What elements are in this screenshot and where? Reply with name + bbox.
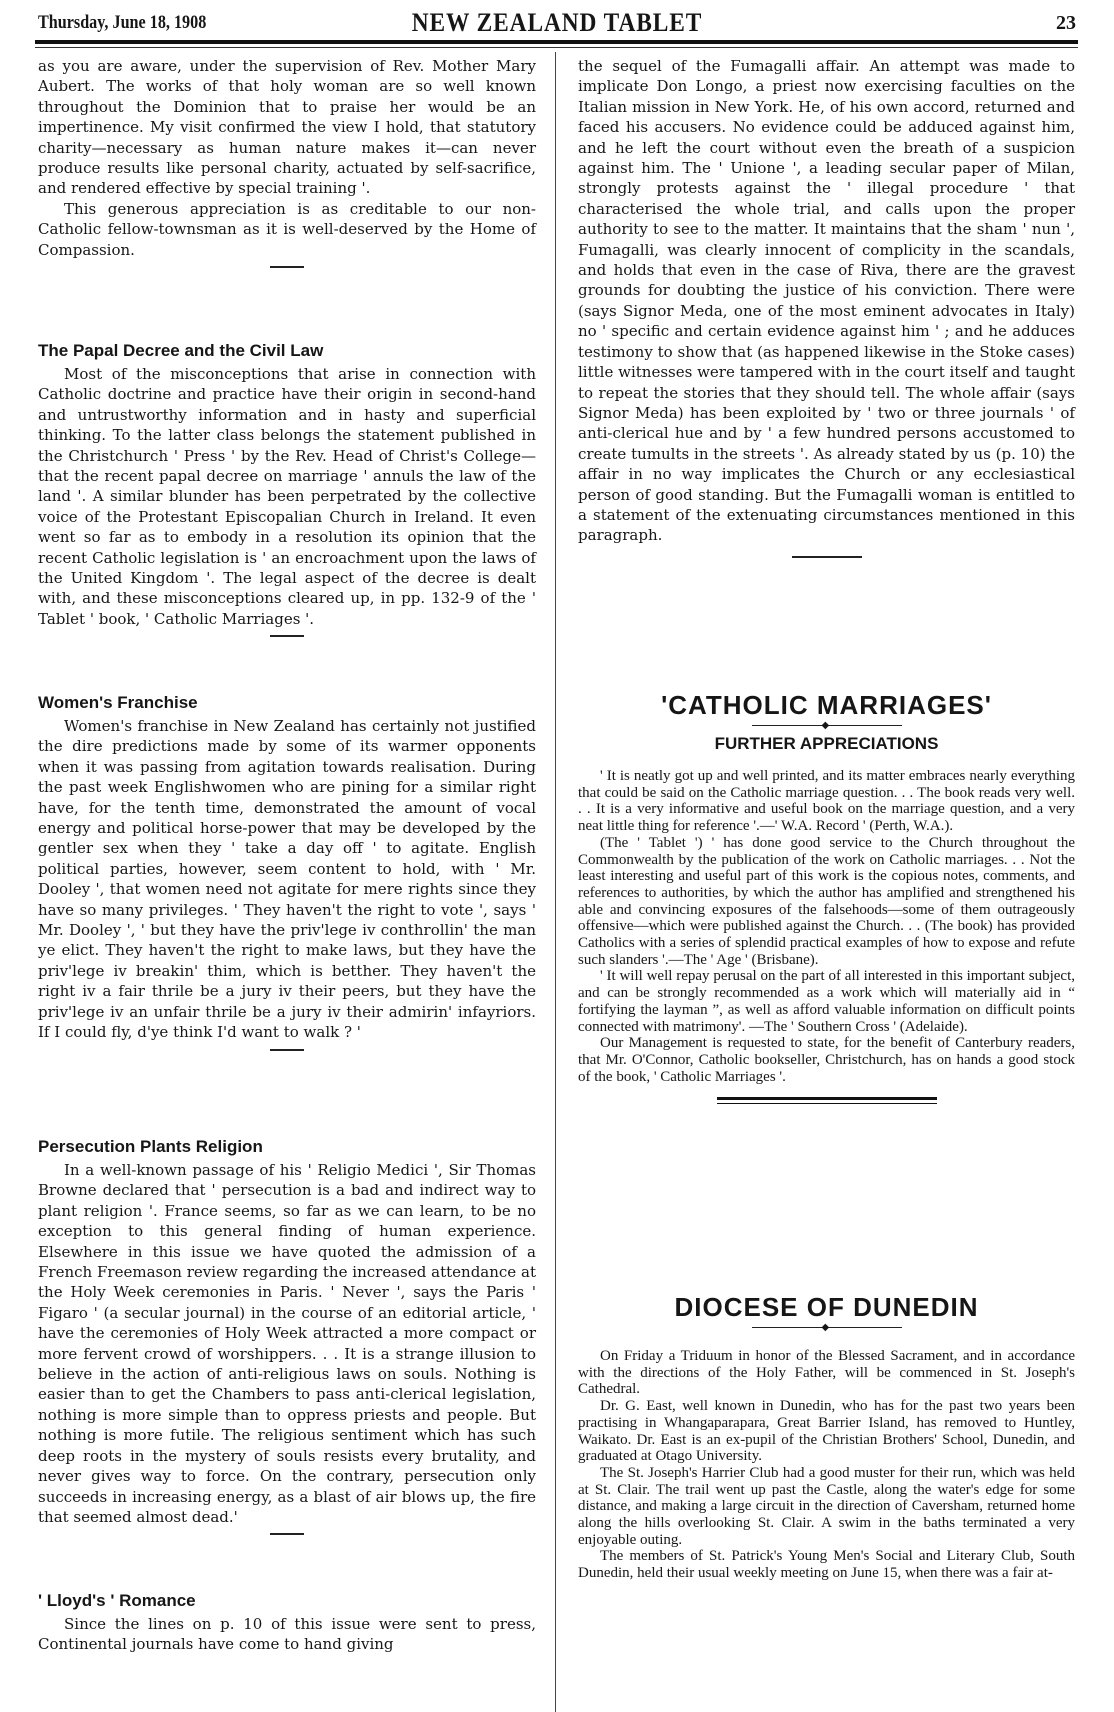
article-heading: Persecution Plants Religion xyxy=(38,1137,263,1156)
paragraph: ' It is neatly got up and well printed, and its matter embraces nearly everything that could be said on the Catholic marriage question. . . The book reads very well. . . It is a very informative and useful book on the marriage question, and a very neat little thing for reference '.—' W.A. Record ' (Perth, W.A.). xyxy=(578,768,1075,835)
column-divider xyxy=(555,52,556,1712)
section-heading: DIOCESE OF DUNEDIN xyxy=(674,1292,979,1322)
paragraph: On Friday a Triduum in honor of the Blessed Sacrament, and in accordance with the directions of the Holy Father, will be commenced in St. Joseph's Cathedral. xyxy=(578,1348,1075,1398)
article-home-of-compassion xyxy=(38,56,536,268)
paragraph: This generous appreciation is as creditable to our non-Catholic fellow-townsman as it is well-deserved by the Home of Compassion. xyxy=(38,199,536,259)
paragraph: as you are aware, under the supervision of Rev. Mother Mary Aubert. The works of that holy woman are so well known throughout the Dominion that to praise her would be an impertinence. My visit confirmed the view I hold, that statutory charity—necessary as human nature makes it—can never produce results like personal charity, actuated by self-sacrifice, and rendered effective by special training '. xyxy=(38,57,536,198)
issue-date: Thursday, June 18, 1908 xyxy=(38,12,207,33)
ornament-divider: ◆ xyxy=(752,1327,902,1336)
article-lloyds-romance xyxy=(38,1590,536,1655)
paragraph: Most of the misconceptions that arise in connection with Catholic doctrine and practice have their origin in second-hand and untrustworthy information and in hasty and superficial thinking. To the latter class belongs the statement published in the Christchurch ' Press ' by the Rev. Head of Christ's College—that the recent papal decree on marriage ' annuls the law of the land '. A similar blunder has been perpetrated by the collective voice of the Protestant Episcopalian Church in Ireland. It even went so far as to embody in a resolution its opinion that the recent Catholic legislation is ' an encroachment upon the laws of the United Kingdom '. The legal aspect of the decree is dealt with, and these misconceptions cleared up, in pp. 132-9 of the ' Tablet ' book, ' Catholic Marriages '. xyxy=(38,365,536,628)
page-number: 23 xyxy=(1056,12,1076,34)
section-divider xyxy=(270,266,304,268)
paragraph: Women's franchise in New Zealand has certainly not justified the dire predictions made by some of its warmer opponents when it was passing from agitation towards realisation. During the past week Englishwomen who are pining for a similar right have, for the tenth time, demonstrated the amount of vocal energy and political horse-power that may be developed by the gentler sex when they ' take a day off ' to agitate. English political parties, however, seem content to hold, with ' Mr. Dooley ', that women need not agitate for mere rights since they have so many privileges. ' They haven't the right to vote ', says ' Mr. Dooley ', ' but they have the priv'lege iv conthrollin' the man ye elict. They haven't the right to make laws, but they have the priv'lege iv breakin' thim, which is betther. They haven't the right iv a fair thrile be a jury iv their peers, but they have the priv'lege iv an unfair thrile be a jury iv their admirin' infayriors. If I could fly, d'ye think I'd want to walk ? ' xyxy=(38,717,536,1042)
section-heading: 'CATHOLIC MARRIAGES' xyxy=(661,690,992,720)
article-fumagalli-sequel xyxy=(578,56,1075,558)
paragraph: the sequel of the Fumagalli affair. An attempt was made to implicate Don Longo, a priest now exercising faculties on the Italian mission in New York. He, of his own accord, returned and faced his accusers. No evidence could be adduced against him, and he left the court without even the breath of a suspicion against him. The ' Unione ', a leading secular paper of Milan, strongly protests against the ' illegal procedure ' that characterised the whole trial, and calls upon the proper authority to see to the matter. It maintains that the sham ' nun ', Fumagalli, was clearly innocent of complicity in the scandals, and holds that even in the case of Riva, there are the gravest grounds for doubting the justice of his conviction. There were (says Signor Meda, one of the most eminent advocates in Italy) no ' specific and certain evidence against him ' ; and he adduces testimony to show that (as happened likewise in the Stoke cases) little witnesses were tampered with in the court itself and taught to repeat the stories that they should tell. The whole affair (says Signor Meda) has been exploited by ' two or three journals ' of anti-clerical hue and by ' a few hundred persons accustomed to create tumults in the streets '. As already stated by us (p. 10) the affair in no way implicates the Church or any ecclesiastical person of good standing. But the Fumagalli woman is entitled to a statement of the extenuating circumstances mentioned in this paragraph. xyxy=(578,57,1075,545)
section-subheading: FURTHER APPRECIATIONS xyxy=(714,734,939,753)
paragraph: (The ' Tablet ') ' has done good service to the Church throughout the Commonwealth by the publication of the work on Catholic marriages. . . Not the least interesting and useful part of this work is the copious notes, comments, and references to authorities, by which the author has amplified and strengthened his able and convincing exposures of the falsehoods—some of them outrageously offensive—which were published against the Church. . . (The book) has provided Catholics with a series of splendid practical examples of how to expose and refute such slanders '.—The ' Age ' (Brisbane). xyxy=(578,834,1075,968)
section-divider xyxy=(792,556,862,558)
article-womens-franchise xyxy=(38,692,536,1051)
masthead-rule xyxy=(35,40,1078,44)
paragraph: Our Management is requested to state, for the benefit of Canterbury readers, that Mr. O'Connor, Catholic bookseller, Christchurch, has on hands a good stock of the book, ' Catholic Marriages '. xyxy=(578,1035,1075,1085)
paragraph: In a well-known passage of his ' Religio Medici ', Sir Thomas Browne declared that ' persecution is a bad and indirect way to plant religion '. France seems, so far as we can learn, to be no exception to this general finding of human experience. Elsewhere in this issue we have quoted the admission of a French Freemason review regarding the increased attendance at the Holy Week ceremonies in Paris. ' Never ', says the Paris ' Figaro ' (a secular journal) in the course of an editorial article, ' have the ceremonies of Holy Week attracted a more compact or more fervent crowd of worshippers. . . It is a strange illusion to believe in the action of anti-religious laws on souls. Nothing is easier than to get the Chambers to pass anti-clerical legislation, nothing is more simple than to oppress priests and people. But nothing is more futile. The religious sentiment which has such deep roots in the mystery of souls resists every brutality, and never gives way to force. On the contrary, persecution only succeeds in increasing energy, as a blast of air blows up, the fire that seemed almost dead.' xyxy=(38,1161,536,1526)
newspaper-title: NEW ZEALAND TABLET xyxy=(411,8,703,37)
article-diocese-of-dunedin xyxy=(578,1292,1075,1582)
paragraph: Dr. G. East, well known in Dunedin, who has for the past two years been practising in Whangaparapara, Great Barrier Island, has removed to Huntley, Waikato. Dr. East is an ex-pupil of the Christian Brothers' School, Dunedin, and graduated at Otago University. xyxy=(578,1398,1075,1465)
article-heading: Women's Franchise xyxy=(38,693,198,712)
article-heading: ' Lloyd's ' Romance xyxy=(38,1591,196,1610)
section-divider xyxy=(717,1097,937,1104)
paragraph: The members of St. Patrick's Young Men's Social and Literary Club, South Dunedin, held their usual weekly meeting on June 15, when there was a fair at- xyxy=(578,1548,1075,1582)
paragraph: ' It will well repay perusal on the part of all interested in this important subject, and can be strongly recommended as a work which will materially aid in “ fortifying the layman ”, as well as afford valuable information on difficult points connected with matrimony'. —The ' Southern Cross ' (Adelaide). xyxy=(578,968,1075,1035)
article-heading: The Papal Decree and the Civil Law xyxy=(38,341,324,360)
paragraph: The St. Joseph's Harrier Club had a good muster for their run, which was held at St. Clair. The trail went up past the Castle, along the water's edge for some distance, and making a large circuit in the direction of Caversham, returned home along the hills overlooking St. Clair. A swim in the baths terminated a very enjoyable outing. xyxy=(578,1464,1075,1548)
article-papal-decree xyxy=(38,340,536,637)
paragraph: Since the lines on p. 10 of this issue were sent to press, Continental journals have come to hand giving xyxy=(38,1615,536,1654)
article-catholic-marriages xyxy=(578,690,1075,1104)
article-persecution xyxy=(38,1136,536,1535)
section-divider xyxy=(270,1533,304,1535)
masthead-rule-thin xyxy=(35,47,1078,48)
section-divider xyxy=(270,1049,304,1051)
masthead xyxy=(38,6,1076,38)
ornament-divider: ◆ xyxy=(752,725,902,734)
section-divider xyxy=(270,635,304,637)
